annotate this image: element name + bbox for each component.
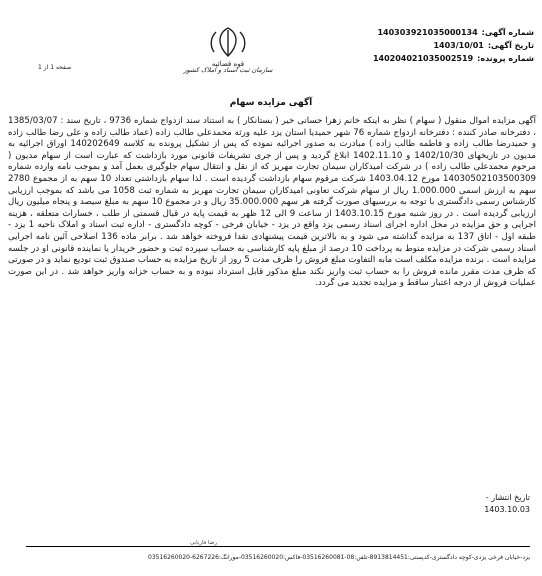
notice-body <box>8 116 536 290</box>
ad-date-label: تاریخ آگهی: <box>487 41 534 50</box>
case-number-value: 140204021035002519 <box>372 54 474 63</box>
ad-date-value: 1403/10/01 <box>433 41 484 50</box>
publish-date: 1403.10.03 <box>484 505 530 514</box>
footer-divider <box>26 546 530 547</box>
publish-label: تاریخ انتشار - <box>485 493 530 502</box>
org-name: سازمان ثبت اسناد و املاک کشور <box>183 66 273 74</box>
page-title: آگهی مزایده سهام <box>229 98 313 108</box>
case-number-label: شماره پرونده: <box>477 54 534 63</box>
ad-number-label: شماره آگهی: <box>481 28 534 37</box>
ad-number-value: 140303921035000134 <box>377 28 478 37</box>
page-indicator: صفحه 1 از 1 <box>38 64 72 71</box>
emblem-caption: قوه قضائیه <box>211 60 245 68</box>
publish-date-block <box>484 492 530 516</box>
case-number-row <box>324 52 534 65</box>
footer-address: یزد-خیابان فرخی یزدی-کوچه دادگستری-کدپستی:8913814451-تلفن:08-03516260081-فاکس:03516260020-مورانگ:6267226-03516260020 <box>148 554 530 561</box>
judiciary-emblem-icon <box>198 24 258 68</box>
header-fields <box>324 26 534 65</box>
ad-number-row <box>324 26 534 39</box>
notice-paragraph: آگهی مزایده اموال منقول ( سهام ) نظر به اینکه خانم زهرا حسانی خیر ( بستانکار ) به استناد سند ازدواج شماره 9736 ، تاریخ سند : 1385/03/07 ، دفترخانه صادر کننده : دفترخانه ازدواج شماره 76 شهر حمیدیا استان یزد علیه ورثه محمدعلی طالب زاده (عماد طالب زاده و علی رضا طالب زاده و حمیدرضا طالب زاده و فاطمه طالب زاده ) مبادرت به صدور اجرائیه نموده که پس از تشکیل پرونده به کلاسه 140202649 اوراق اجرائیه به مدیون در تاریخهای 1402/10/30 و 1402.11.10 ابلاغ گردید و پس از جری تشریفات قانونی مورد بازداشت که عبارت است از سهام مدیون ( مرحوم محمدعلی طالب زاده ) در شرکت امیدکاران سیمان تجارت مهریز که از نقل و انتقال سهام جلوگیری بعمل آمد و بموجب نامه وارده شماره 14030502103500309 مورخ 1403.04.12 شرکت مرقوم سهام بازداشت گردیده است . لذا سهام بازداشتی تعداد 10 سهم به از مجموع 2780 سهم به ارزش اسمی 1.000.000 ریال از سهام شرکت تعاونی امیدکاران سیمان تجارت مهریز به شماره ثبت 1058 می باشد که بموجب ارزیابی کارشناس رسمی دادگستری با توجه به بررسیهای صورت گرفته هر سهم 35.000.000 ریال و در مجموع 10 سهم به مبلغ سیصد و پنجاه میلیون ریال ارزیابی گردیده است . در روز شنبه مورخ 1403.10.15 از ساعت 9 الی 12 ظهر به قیمت پایه در قبال قسمتی از طلب ، خسارات متعلقه ، هزینه اجرایی و حق مزایده در محل اداره اجرای اسناد رسمی یزد واقع در یزد - خیابان فرخی - کوچه دادگستری - اداره ثبت اسناد و املاک ناحیه 1 یزد - طبقه اول - اتاق 137 به مزایده گذاشته می شود و به بالاترین قیمت پیشنهادی نقدا فروخته خواهد شد . برابر ماده 136 اصلاحی آئین نامه اجرایی اسناد رسمی شرکت در مزایده منوط به پرداخت 10 درصد از مبلغ پایه کارشناسی به حساب سپرده ثبت و حضور خریدار یا نماینده قانونی او در جلسه مزایده است . برنده مزایده مکلف است مابه التفاوت مبلغ فروش را ظرف مدت 5 روز از تاریخ مزایده به حساب صندوق ثبت تودیع نماید و در صورتی که ظرف مدت مقرر مانده فروش را به حساب ثبت واریز نکند مبلغ مذکور قابل استرداد نبوده و به حساب خزانه واریز خواهد شد . در این صورت عملیات فروش از درجه اعتبار ساقط و مزایده تجدید می گردد. <box>8 116 537 289</box>
ad-date-row <box>324 39 534 52</box>
signatory-name: رضا فاریابی <box>190 540 218 546</box>
